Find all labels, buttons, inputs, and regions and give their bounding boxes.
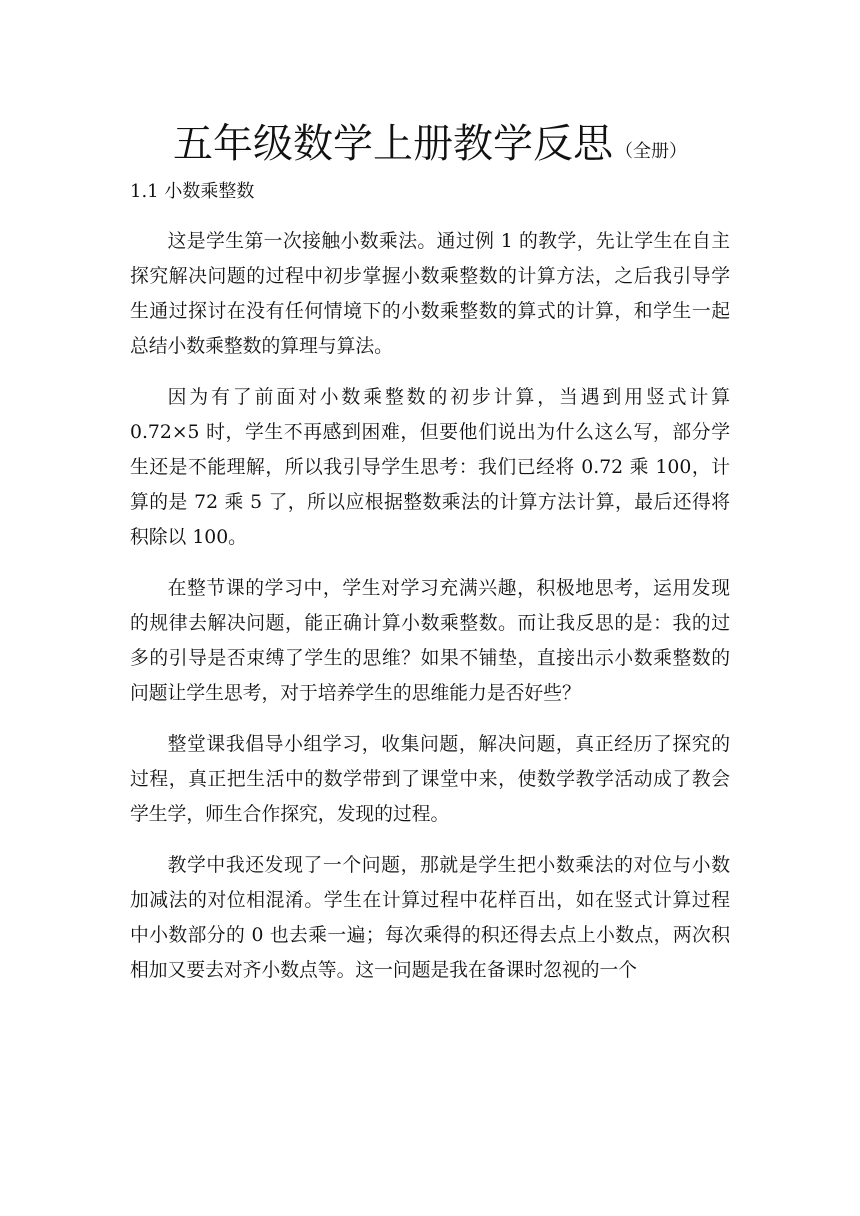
document-body xyxy=(130,224,730,1004)
section-heading: 1.1 小数乘整数 xyxy=(130,181,255,202)
document-title xyxy=(0,112,860,169)
paragraph: 这是学生第一次接触小数乘法。通过例 1 的教学，先让学生在自主探究解决问题的过程中初步掌握小数乘整数的计算方法，之后我引导学生通过探讨在没有任何情境下的小数乘整数的算式的计算，和学生一起总结小数乘整数的算理与算法。 xyxy=(130,231,730,357)
paragraph: 在整节课的学习中，学生对学习充满兴趣，积极地思考，运用发现的规律去解决问题，能正确计算小数乘整数。而让我反思的是：我的过多的引导是否束缚了学生的思维？如果不铺垫，直接出示小数乘整数的问题让学生思考，对于培养学生的思维能力是否好些？ xyxy=(130,578,730,704)
paragraph: 教学中我还发现了一个问题，那就是学生把小数乘法的对位与小数加减法的对位相混淆。学生在计算过程中花样百出，如在竖式计算过程中小数部分的 0 也去乘一遍；每次乘得的积还得去点上小数点，两次积相加又要去对齐小数点等。这一问题是我在备课时忽视的一个 xyxy=(130,855,730,981)
title-main-text: 五年级数学上册教学反思 xyxy=(173,121,613,167)
paragraph: 整堂课我倡导小组学习，收集问题，解决问题，真正经历了探究的过程，真正把生活中的数学带到了课堂中来，使数学教学活动成了教会学生学，师生合作探究，发现的过程。 xyxy=(130,734,730,825)
paragraph: 因为有了前面对小数乘整数的初步计算，当遇到用竖式计算 0.72×5 时，学生不再感到困难，但要他们说出为什么这么写，部分学生还是不能理解，所以我引导学生思考：我们已经将 0.72 乘 100，计算的是 72 乘 5 了，所以应根据整数乘法的计算方法计算，最后还得将积除以 100。 xyxy=(130,387,730,548)
title-suffix-text: （全册） xyxy=(615,141,687,162)
